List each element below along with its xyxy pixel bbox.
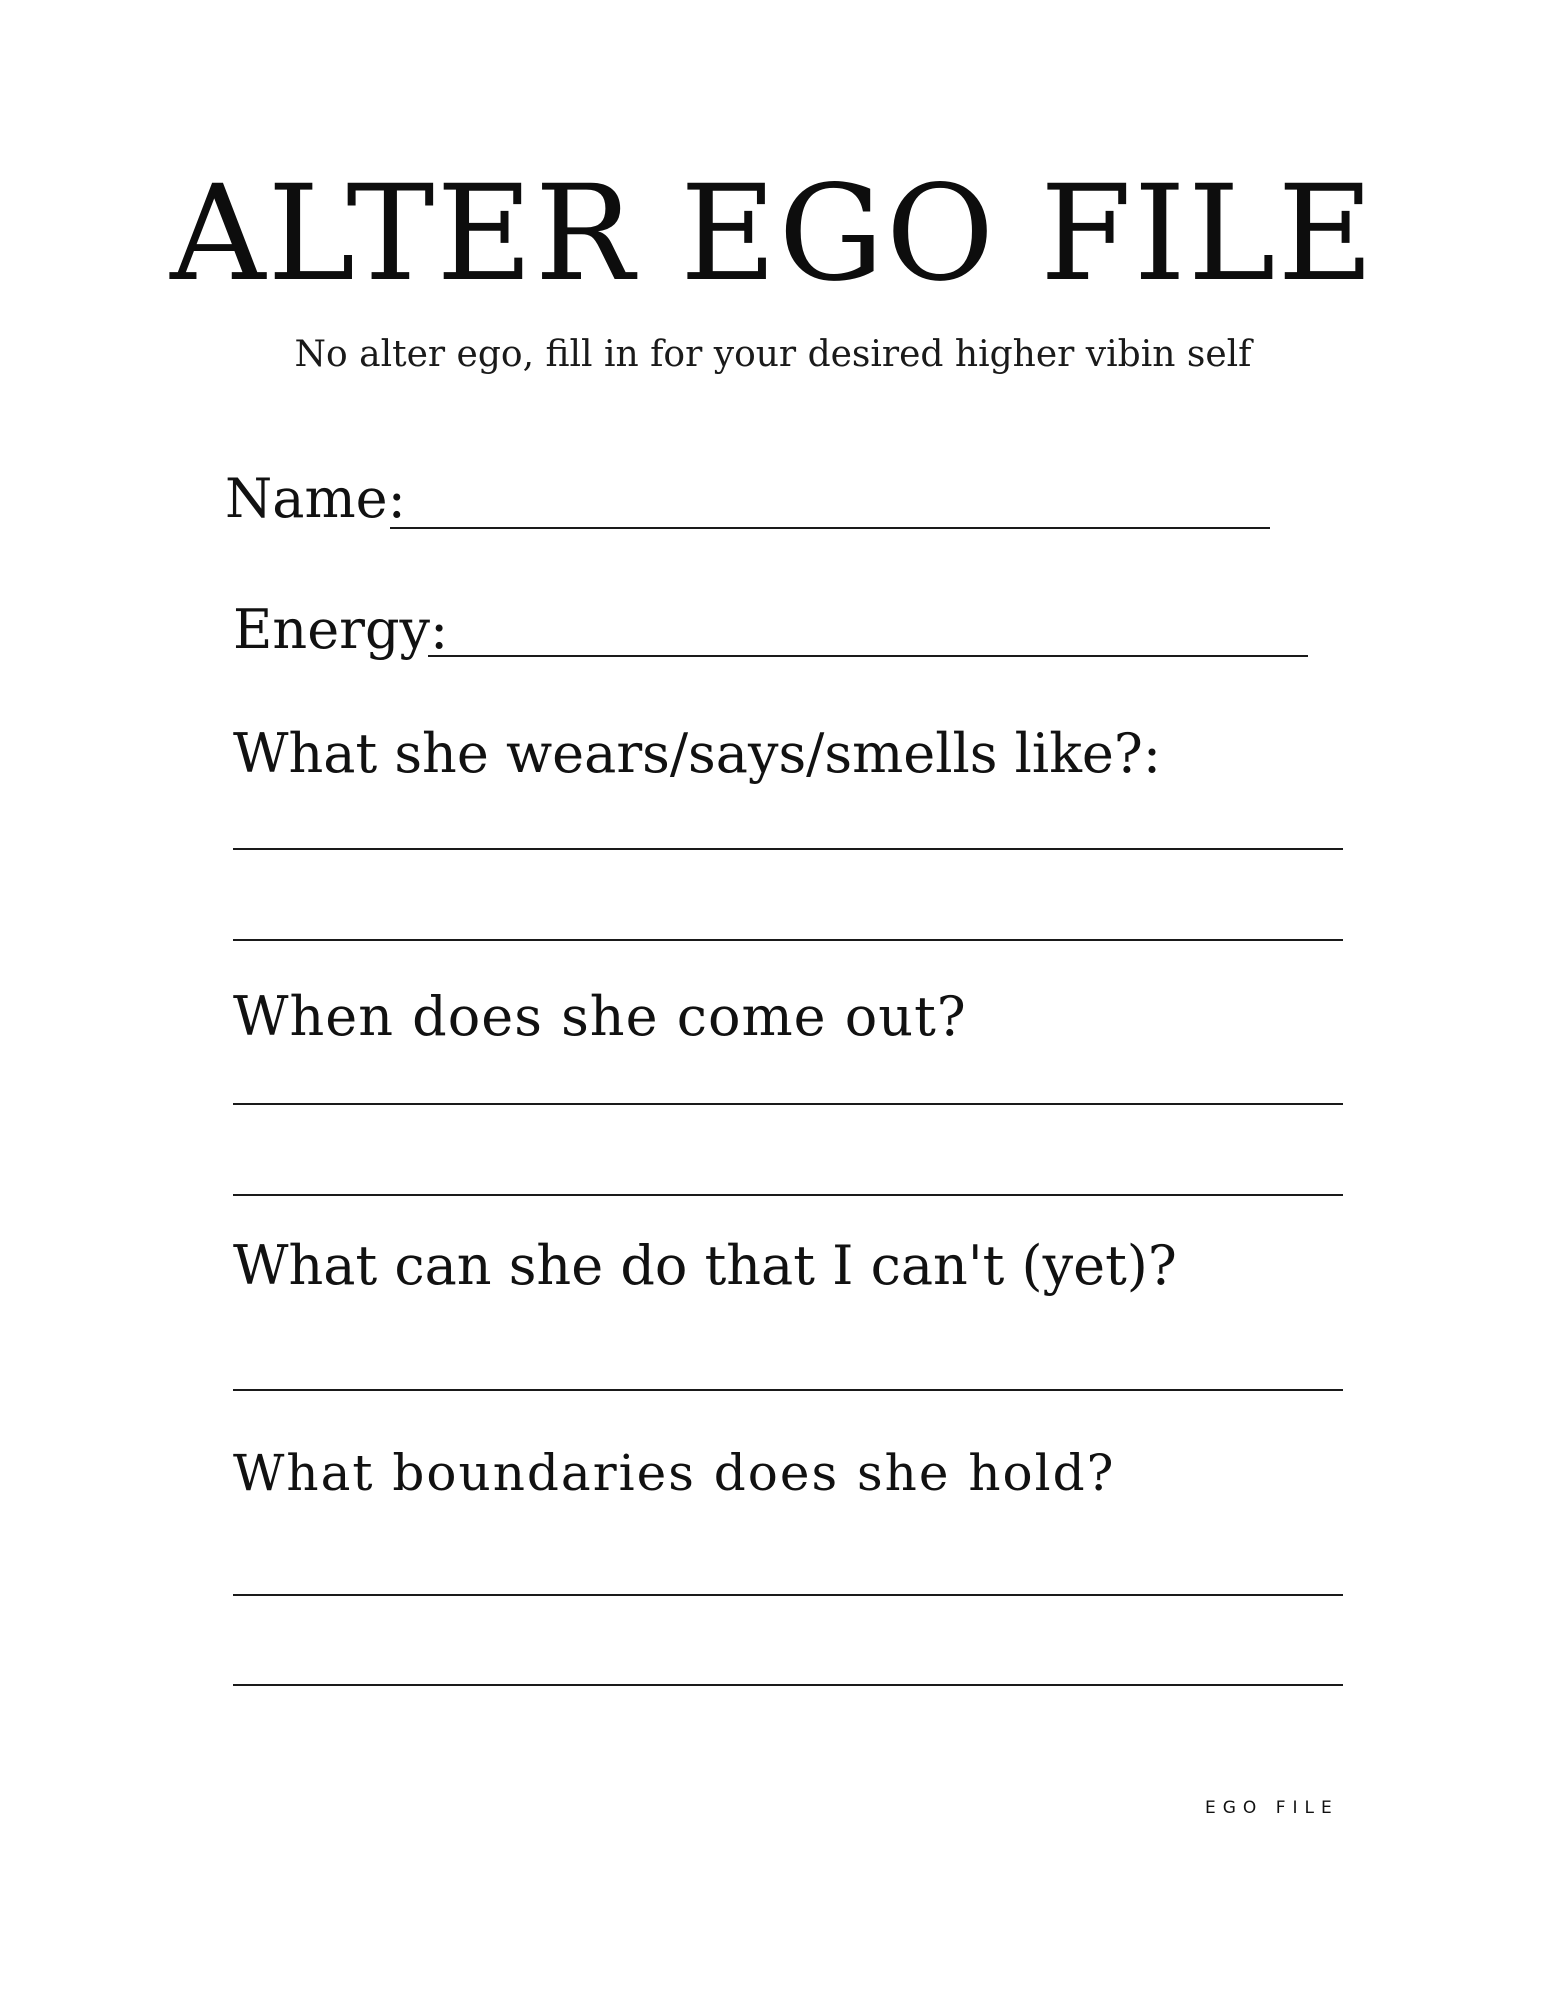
comes-out-question: When does she come out?	[233, 985, 967, 1048]
name-label: Name:	[225, 467, 406, 530]
page-title: ALTER EGO FILE	[170, 157, 1376, 311]
comes-out-line-1[interactable]	[233, 1103, 1343, 1105]
energy-line[interactable]	[428, 655, 1308, 657]
boundaries-line-2[interactable]	[233, 1684, 1343, 1686]
can-do-line[interactable]	[233, 1389, 1343, 1391]
name-line[interactable]	[390, 527, 1270, 529]
comes-out-line-2[interactable]	[233, 1194, 1343, 1196]
footer-label: EGO FILE	[1205, 1798, 1339, 1818]
wears-question: What she wears/says/smells like?:	[233, 722, 1162, 785]
energy-label: Energy:	[233, 598, 449, 661]
wears-line-1[interactable]	[233, 848, 1343, 850]
boundaries-line-1[interactable]	[233, 1594, 1343, 1596]
boundaries-question: What boundaries does she hold?	[233, 1444, 1116, 1502]
wears-line-2[interactable]	[233, 939, 1343, 941]
page-subtitle: No alter ego, fill in for your desired higher vibin self	[294, 334, 1252, 375]
can-do-question: What can she do that I can't (yet)?	[233, 1234, 1177, 1297]
